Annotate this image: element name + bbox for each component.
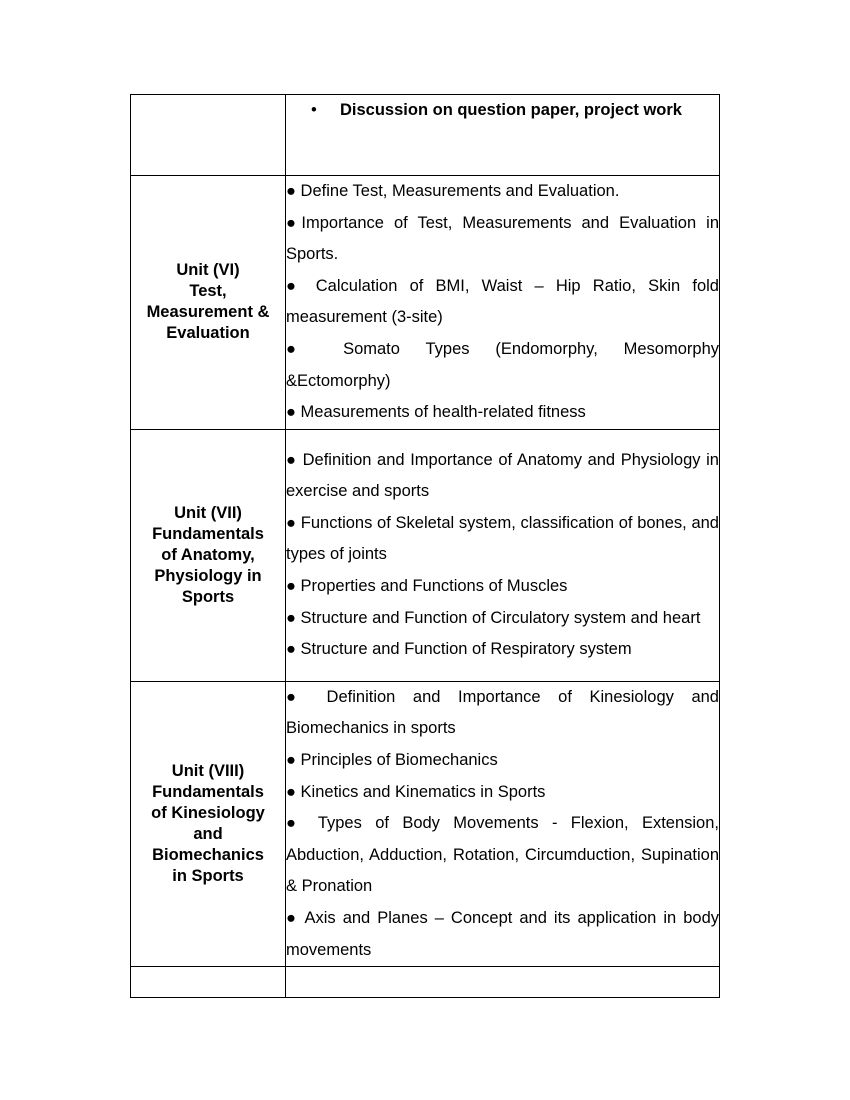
unit-title-line: Measurement &: [146, 303, 270, 322]
discussion-item: • Discussion on question paper, project work: [311, 95, 719, 127]
unit-cell-vi: [131, 176, 286, 430]
unit-title-line: and: [193, 824, 223, 843]
table-row-empty: [131, 967, 720, 998]
unit-title-line: of Anatomy,: [161, 545, 255, 564]
content-cell-vi: [286, 176, 720, 430]
topic-point: ● Principles of Biomechanics: [286, 750, 498, 769]
unit-title-line: of Kinesiology: [151, 803, 265, 822]
topic-point: ● Definition and Importance of Kinesiology and Biomechanics in sports: [286, 687, 719, 738]
unit-title-line: Evaluation: [166, 324, 250, 343]
topic-point: ● Functions of Skeletal system, classification of bones, and types of joints: [286, 513, 719, 564]
topic-point: ●Importance of Test, Measurements and Evaluation in Sports.: [286, 213, 719, 264]
table-row-unit-viii: [131, 681, 720, 966]
unit-title-line: Sports: [181, 587, 235, 606]
content-cell-vii: [286, 429, 720, 681]
topic-point: ● Structure and Function of Circulatory system and heart: [286, 608, 701, 627]
content-cell-viii: [286, 681, 720, 966]
table-row-discussion: [131, 95, 720, 176]
unit-title-line: Unit (VII): [174, 503, 242, 522]
unit-cell-empty: [131, 95, 286, 176]
unit-title-line: Test,: [189, 282, 227, 301]
topic-point: ● Kinetics and Kinematics in Sports: [286, 782, 546, 801]
discussion-list: [286, 95, 719, 127]
topic-point: ● Measurements of health-related fitness: [286, 403, 586, 422]
content-cell-discussion: [286, 95, 720, 176]
unit-cell-empty: [131, 967, 286, 998]
unit-title-line: Physiology in: [154, 566, 262, 585]
unit-cell-vii: [131, 429, 286, 681]
topic-point: ● Define Test, Measurements and Evaluation.: [286, 182, 620, 200]
unit-title-line: Unit (VIII): [171, 761, 245, 780]
topic-point: ● Somato Types (Endomorphy, Mesomorphy &Ectomorphy): [286, 339, 719, 390]
unit-title-line: Fundamentals: [152, 782, 264, 801]
unit-cell-viii: [131, 681, 286, 966]
content-cell-empty: [286, 967, 720, 998]
unit-title-line: Fundamentals: [152, 524, 264, 543]
topic-point: ● Properties and Functions of Muscles: [286, 577, 568, 596]
topic-point: ● Definition and Importance of Anatomy and Physiology in exercise and sports: [286, 450, 719, 501]
topic-point: ● Calculation of BMI, Waist – Hip Ratio, Skin fold measurement (3-site): [286, 276, 719, 327]
unit-title-line: Biomechanics: [152, 845, 264, 864]
table-row-unit-vii: [131, 429, 720, 681]
unit-title-line: Unit (VI): [176, 261, 240, 280]
topic-point: ● Axis and Planes – Concept and its application in body movements: [286, 908, 719, 959]
syllabus-table: [130, 94, 720, 998]
unit-title-line: in Sports: [172, 866, 244, 885]
topic-point: ● Types of Body Movements - Flexion, Extension, Abduction, Adduction, Rotation, Circumduction, Supination & Pronation: [286, 814, 719, 896]
topic-point: ● Structure and Function of Respiratory system: [286, 640, 632, 659]
table-row-unit-vi: [131, 176, 720, 430]
